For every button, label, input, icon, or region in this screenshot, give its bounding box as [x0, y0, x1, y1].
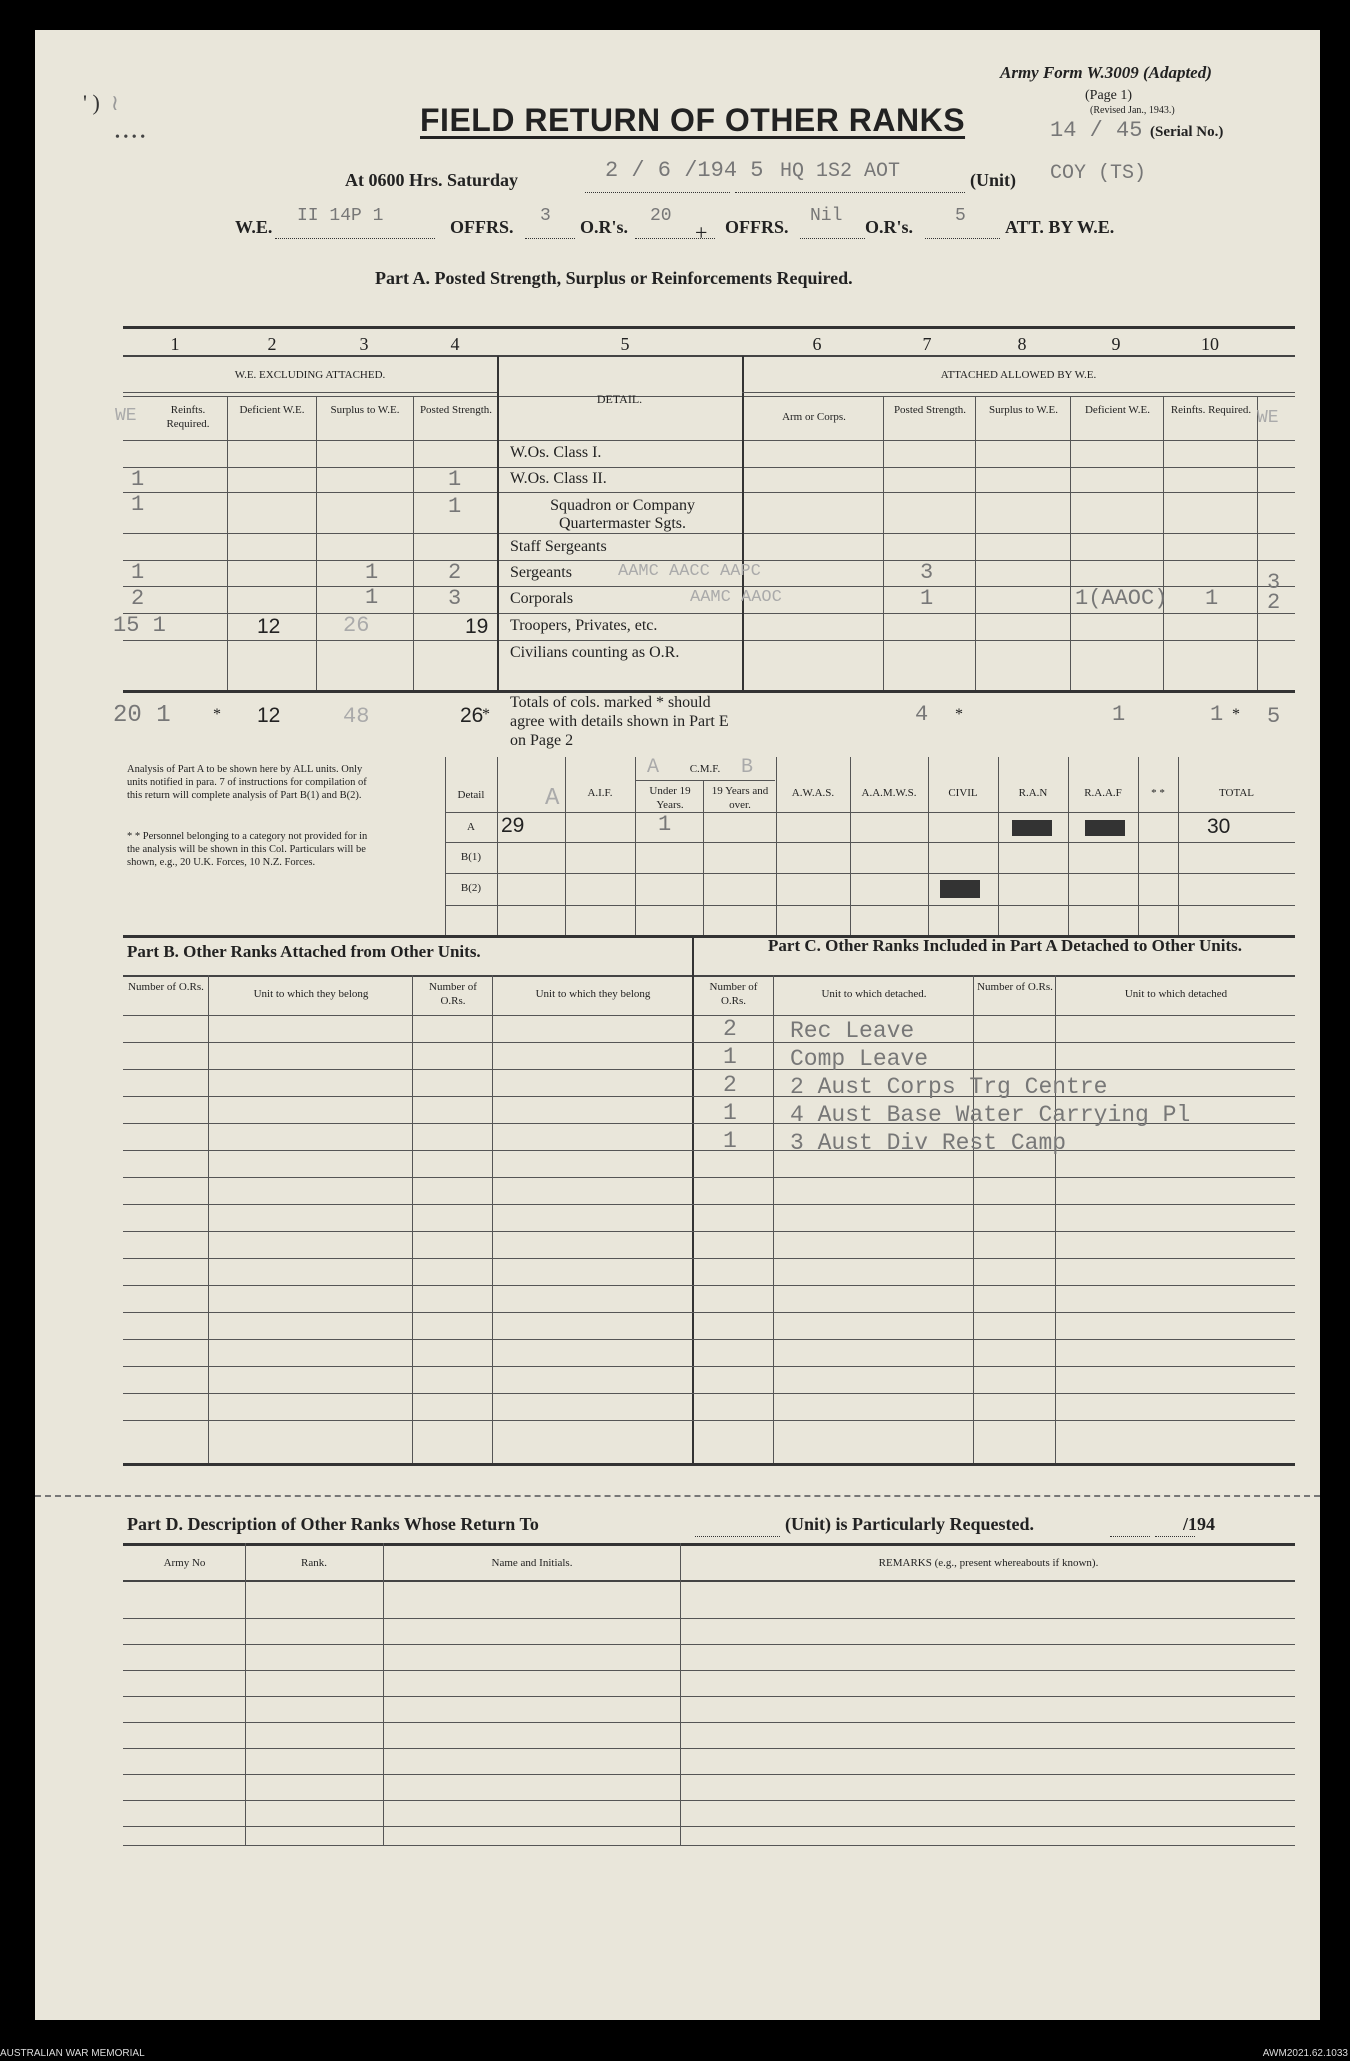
revised-date: (Revised Jan., 1943.) [1090, 105, 1175, 116]
total-star: * [482, 706, 490, 723]
part-c-unit: 3 Aust Div Rest Camp [790, 1130, 1067, 1156]
offrs-label: OFFRS. [450, 217, 514, 237]
part-b-head-unit-2: Unit to which they belong [535, 988, 651, 1000]
row-label-wo2: W.Os. Class II. [510, 470, 607, 487]
part-c-unit: Rec Leave [790, 1018, 915, 1044]
col-number: 1 [170, 334, 180, 354]
tear-line [35, 1495, 1320, 1497]
total-value: 4 [915, 702, 929, 727]
cell-value: 3 [448, 586, 462, 611]
offrs2-label: OFFRS. [725, 217, 789, 237]
cell-value: 1 [131, 560, 145, 585]
analysis-a-aif: 29 [501, 814, 525, 837]
group-attached: ATTACHED ALLOWED BY W.E. [940, 369, 1097, 381]
analysis-under19: Under 19 Years. [649, 785, 691, 811]
analysis-note-2: * * Personnel belonging to a category not provided for in the analysis will be shown in this Col. Particulars will be shown, e.g., 20 U.K. Forces, 10 N.Z. Forces. [127, 831, 368, 868]
cell-value: 2 [448, 560, 462, 585]
analysis-aamws: A.A.M.W.S. [861, 787, 917, 799]
ors2-label: O.R's. [865, 217, 914, 237]
cell-value: 3 [920, 560, 934, 585]
head-deficient: Deficient W.E. [239, 404, 305, 416]
row-label-cqms: Squadron or Company Quartermaster Sgts. [550, 497, 695, 532]
serial-label: (Serial No.) [1150, 124, 1224, 140]
cell-value: 1(AAOC) [1075, 586, 1168, 611]
row-label-civilians: Civilians counting as O.R. [510, 644, 680, 661]
part-c-unit: 2 Aust Corps Trg Centre [790, 1074, 1108, 1100]
part-b-head-num: Number of O.Rs. [128, 981, 204, 993]
col-number: 6 [812, 334, 822, 354]
total-star: * [213, 706, 221, 723]
analysis-over19: 19 Years and over. [711, 785, 769, 811]
part-d-title-unit: (Unit) is Particularly Requested. [785, 1514, 1034, 1534]
total-value: 26 [460, 704, 484, 727]
date-value: 2 / 6 /194 5 [605, 158, 764, 183]
analysis-note: Analysis of Part A to be shown here by ALL units. Only units notified in para. 7 of instructions for compilation of this return will complete analysis of Part B(1) and B(2). [127, 764, 367, 801]
cell-value: 3 [1267, 570, 1281, 595]
total-value: 20 1 [113, 702, 171, 729]
row-label-troopers: Troopers, Privates, etc. [510, 617, 658, 634]
total-value: 48 [343, 704, 370, 729]
cell-value: 1 [131, 492, 145, 517]
head-surplus: Surplus to W.E. [330, 404, 400, 416]
part-c-title: Part C. Other Ranks Included in Part A Detached to Other Units. [768, 936, 1242, 955]
group-we-excluding: W.E. EXCLUDING ATTACHED. [234, 369, 386, 381]
analysis-other-stars: * * [1151, 787, 1165, 799]
head-surplus-att: Surplus to W.E. [988, 404, 1059, 416]
head-reinfts-required: Reinfts. Required. [166, 404, 210, 430]
arm-corps-value: AAMC AACC AAPC [618, 562, 761, 581]
we-label: W.E. [235, 217, 273, 237]
col-number: 8 [1017, 334, 1027, 354]
footer-accession: AWM2021.62.1033 [1262, 2048, 1348, 2059]
cell-value: 1 [448, 467, 462, 492]
offrs2-value: Nil [810, 206, 843, 226]
part-b-head-unit: Unit to which they belong [253, 988, 369, 1000]
cell-value: 1 [448, 494, 462, 519]
col-number: 3 [359, 334, 369, 354]
analysis-row-b2: B(2) [460, 882, 482, 894]
part-c-unit: 4 Aust Base Water Carrying Pl [790, 1102, 1191, 1128]
head-posted-strength: Posted Strength. [419, 404, 493, 416]
part-d-head-army-no: Army No [163, 1557, 206, 1569]
unit-label: (Unit) [970, 170, 1016, 190]
time-line-prefix: At 0600 Hrs. Saturday [345, 170, 519, 190]
att-label: ATT. BY W.E. [1005, 217, 1115, 237]
part-c-unit: Comp Leave [790, 1046, 929, 1072]
row-label-wo1: W.Os. Class I. [510, 444, 602, 461]
col-number: 7 [922, 334, 932, 354]
analysis-total: TOTAL [1219, 787, 1254, 799]
corner-dots: • • • • [115, 130, 146, 145]
analysis-ran: R.A.N [1018, 787, 1048, 799]
analysis-row-b1: B(1) [460, 851, 482, 863]
cell-value: 2 [1267, 590, 1281, 615]
total-value: 5 [1267, 704, 1281, 729]
row-label-totals: Totals of cols. marked * should agree with details shown in Part E on Page 2 [510, 694, 729, 749]
col-number: 2 [267, 334, 277, 354]
cell-value: 2 [131, 586, 145, 611]
part-c-head-num: Number of O.Rs. [709, 981, 758, 1007]
part-a-title: Part A. Posted Strength, Surplus or Reinforcements Required. [375, 268, 853, 288]
col-number: 4 [450, 334, 460, 354]
unit-after: COY (TS) [1050, 162, 1147, 185]
part-c-num: 1 [723, 1100, 737, 1126]
part-c-head-num-2: Number of O.Rs. [977, 981, 1053, 993]
analysis-awas: A.W.A.S. [791, 787, 835, 799]
stamp-a: A [545, 785, 560, 812]
part-c-head-unit-2: Unit to which detached [1124, 988, 1228, 1000]
detail-header: DETAIL. [596, 392, 643, 406]
form-title: FIELD RETURN OF OTHER RANKS [420, 102, 966, 138]
part-c-head-unit: Unit to which detached. [821, 988, 927, 1000]
redaction-raaf [1085, 820, 1125, 836]
part-c-num: 2 [723, 1016, 737, 1042]
redaction-civil [940, 880, 980, 898]
part-c-num: 2 [723, 1072, 737, 1098]
part-c-num: 1 [723, 1128, 737, 1154]
redaction-ran [1012, 820, 1052, 836]
ors2-value: 5 [955, 206, 966, 226]
analysis-aif: A.I.F. [587, 787, 613, 799]
unit-value: HQ 1S2 AOT [780, 160, 901, 183]
cell-value: 1 [920, 586, 934, 611]
total-value: 12 [257, 704, 281, 727]
part-d-head-name: Name and Initials. [491, 1557, 573, 1569]
col-number: 9 [1111, 334, 1121, 354]
cell-value: 1 [1205, 586, 1219, 611]
cell-value: 15 1 [113, 613, 166, 638]
part-d-title-year: /194 [1183, 1514, 1216, 1534]
head-reinfts-att: Reinfts. Required. [1170, 404, 1252, 416]
army-form-label: Army Form W.3009 (Adapted) [1000, 63, 1212, 82]
arm-corps-value: AAMC AAOC [690, 588, 782, 607]
head-posted-strength-att: Posted Strength. [893, 404, 967, 416]
ors-label: O.R's. [580, 217, 629, 237]
head-deficient-att: Deficient W.E. [1084, 404, 1151, 416]
part-b-title: Part B. Other Ranks Attached from Other Units. [127, 942, 481, 961]
part-c-num: 1 [723, 1044, 737, 1070]
head-arm-corps: Arm or Corps. [782, 411, 846, 423]
part-d-head-rank: Rank. [301, 1557, 327, 1569]
part-d-head-remarks: REMARKS (e.g., present whereabouts if known). [878, 1557, 1099, 1569]
corner-marks: ' ) ≀ [83, 90, 120, 115]
row-label-staff-sgt: Staff Sergeants [510, 538, 607, 555]
analysis-detail-head: Detail [457, 789, 485, 801]
serial-value: 14 / 45 [1050, 118, 1143, 143]
form-page [35, 30, 1320, 2020]
total-star: * [955, 706, 963, 723]
total-value: 1 [1112, 702, 1126, 727]
stamp-cmf-a: A [647, 756, 660, 779]
total-star: * [1232, 706, 1240, 723]
we-left-mark: WE [115, 406, 137, 426]
part-b-head-num-2: Number of O.Rs. [429, 981, 477, 1007]
cell-value: 12 [257, 615, 281, 638]
col-number: 5 [620, 334, 630, 354]
analysis-civil: CIVIL [948, 787, 978, 799]
row-label-sergeants: Sergeants [510, 564, 572, 581]
cell-value: 1 [365, 560, 379, 585]
col-number: 10 [1201, 334, 1219, 354]
total-value: 1 [1210, 702, 1224, 727]
cell-value: 26 [343, 613, 370, 638]
row-label-corporals: Corporals [510, 590, 574, 607]
stamp-cmf-b: B [741, 756, 754, 779]
analysis-cmf: C.M.F. [689, 763, 721, 775]
page-number: (Page 1) [1085, 88, 1133, 103]
we-right-mark: WE [1257, 408, 1279, 428]
part-d-title: Part D. Description of Other Ranks Whose Return To [127, 1514, 539, 1534]
we-value: II 14P 1 [297, 206, 384, 226]
cell-value: 1 [365, 585, 379, 610]
analysis-a-total: 30 [1207, 815, 1231, 838]
cell-value: 1 [131, 467, 145, 492]
analysis-row-a: A [467, 821, 475, 833]
cell-value: 19 [465, 615, 489, 638]
analysis-a-under19: 1 [658, 812, 672, 837]
analysis-raaf: R.A.A.F [1084, 787, 1122, 799]
offrs-value: 3 [540, 206, 551, 226]
footer-credit: AUSTRALIAN WAR MEMORIAL [0, 2048, 145, 2059]
plus-sign: + [695, 220, 708, 245]
ors-value: 20 [650, 206, 672, 226]
